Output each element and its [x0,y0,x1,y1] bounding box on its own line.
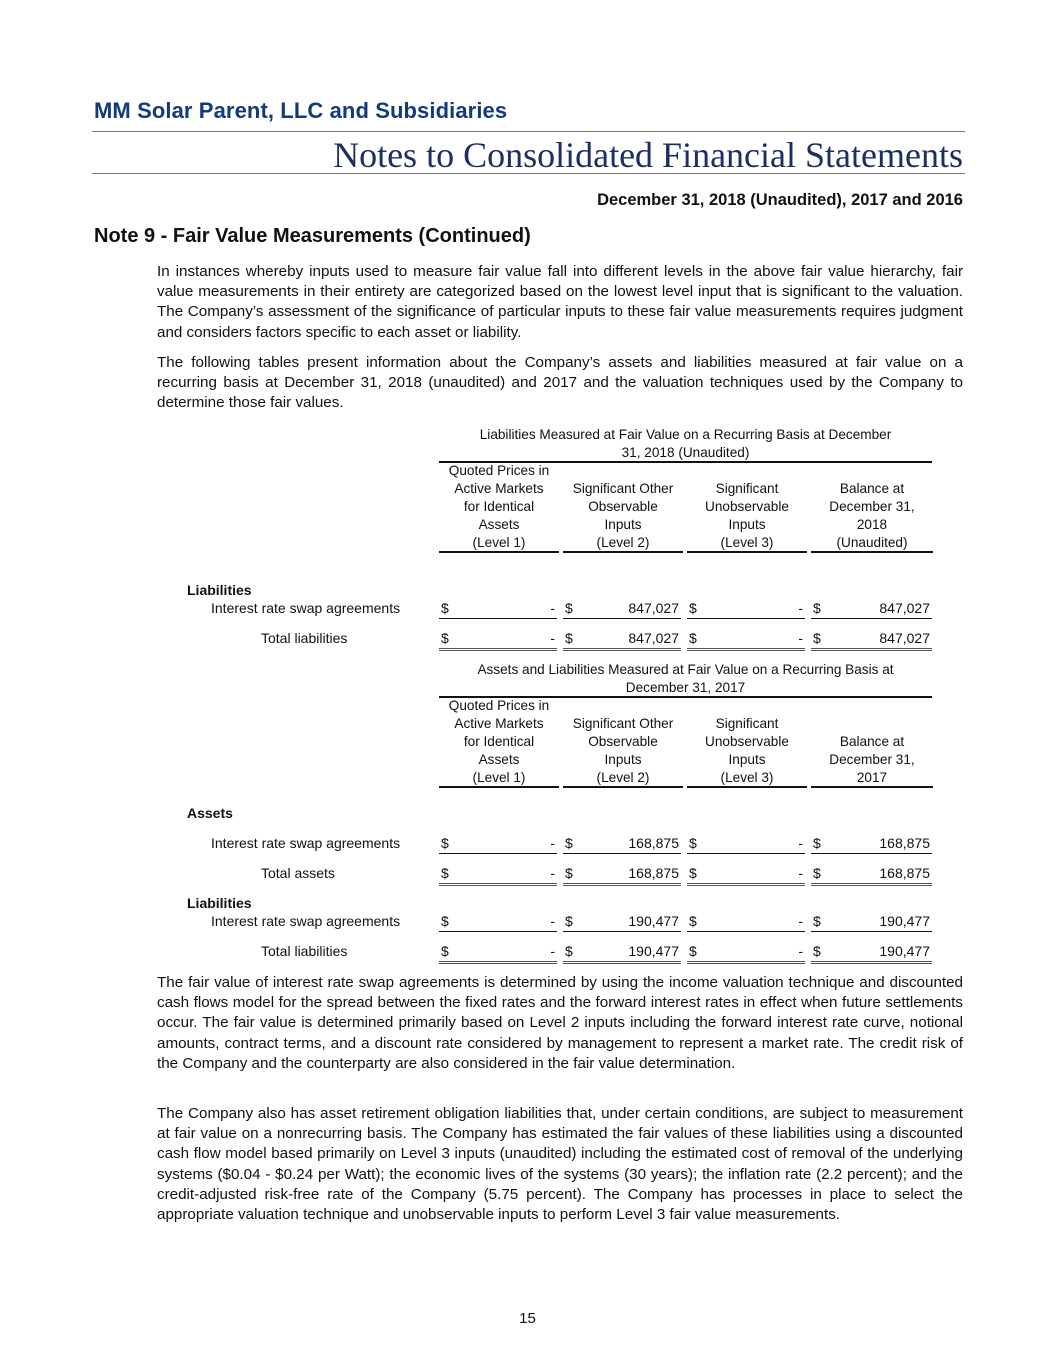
col-rule [687,551,807,553]
section-label-liabilities: Liabilities [187,895,252,911]
period-heading: December 31, 2018 (Unaudited), 2017 and 2016 [597,191,963,209]
section-label-assets: Assets [187,805,233,821]
header-rule-top [92,131,965,132]
col-header-level2: Significant Other Observable Inputs (Level 2) [572,481,674,550]
col-rule [563,551,683,553]
header-rule-bottom [92,173,965,174]
paragraph-hierarchy: In instances whereby inputs used to measure fair value fall into different levels in the above fair value hierarchy, fair value measurements in their entirety are categorized based on the lowest level input that is significant to the valuation. The Company’s assessment of the significance of particular inputs to these fair value measurements requires judgment and considers factors specific to each asset or liability. [157,263,963,341]
page-number: 15 [519,1310,536,1327]
note-heading: Note 9 - Fair Value Measurements (Continued) [94,225,531,247]
document-title: Notes to Consolidated Financial Statements [333,135,963,175]
col-header-level3: Significant Unobservable Inputs (Level 3) [705,481,789,550]
col-header-balance: Balance at December 31, 2017 [829,734,915,785]
col-rule [811,786,933,788]
col-header-level2: Significant Other Observable Inputs (Level 2) [572,716,674,785]
col-header-level1: Quoted Prices in Active Markets for Identical Assets (Level 1) [448,463,550,550]
col-header-level1: Quoted Prices in Active Markets for Identical Assets (Level 1) [448,698,550,785]
col-rule [563,786,683,788]
col-header-balance: Balance at December 31, 2018 (Unaudited) [829,481,915,550]
col-rule [439,551,559,553]
col-rule [439,786,559,788]
table-2018-caption: Liabilities Measured at Fair Value on a Recurring Basis at December 31, 2018 (Unaudited) [479,427,892,460]
col-header-level3: Significant Unobservable Inputs (Level 3) [705,716,789,785]
paragraph-tables-intro: The following tables present information about the Company’s assets and liabilities measured at fair value on a recurring basis at December 31, 2018 (unaudited) and 2017 and the valuation techniques used by the Company to determine those fair values. [157,354,963,412]
paragraph-swap-valuation: The fair value of interest rate swap agreements is determined by using the income valuation technique and discounted cash flows model for the spread between the fixed rates and the forward interest rates in effect when future settlements occur. The fair value is determined primarily based on Level 2 inputs including the forward interest rate curve, notional amounts, contract terms, and a discount rate considered by management to represent a market rate. The credit risk of the Company and the counterparty are also considered in the fair value determination. [157,974,963,1072]
table-2017-caption: Assets and Liabilities Measured at Fair Value on a Recurring Basis at December 31, 2017 [477,662,894,695]
col-rule [687,786,807,788]
col-rule [811,551,933,553]
paragraph-aro: The Company also has asset retirement obligation liabilities that, under certain conditions, are subject to measurement at fair value on a nonrecurring basis. The Company has estimated the fair values of these liabilities using a discounted cash flow model based primarily on Level 3 inputs (unaudited) including the estimated cost of removal of the underlying systems ($0.04 - $0.24 per Watt); the economic lives of the systems (30 years); the inflation rate (2.2 percent); and the credit-adjusted risk-free rate of the Company (5.75 percent). The Company has processes in place to select the appropriate valuation technique and unobservable inputs to perform Level 3 fair value measurements. [157,1105,963,1224]
section-label-liabilities: Liabilities [187,582,252,598]
company-name: MM Solar Parent, LLC and Subsidiaries [94,98,508,123]
